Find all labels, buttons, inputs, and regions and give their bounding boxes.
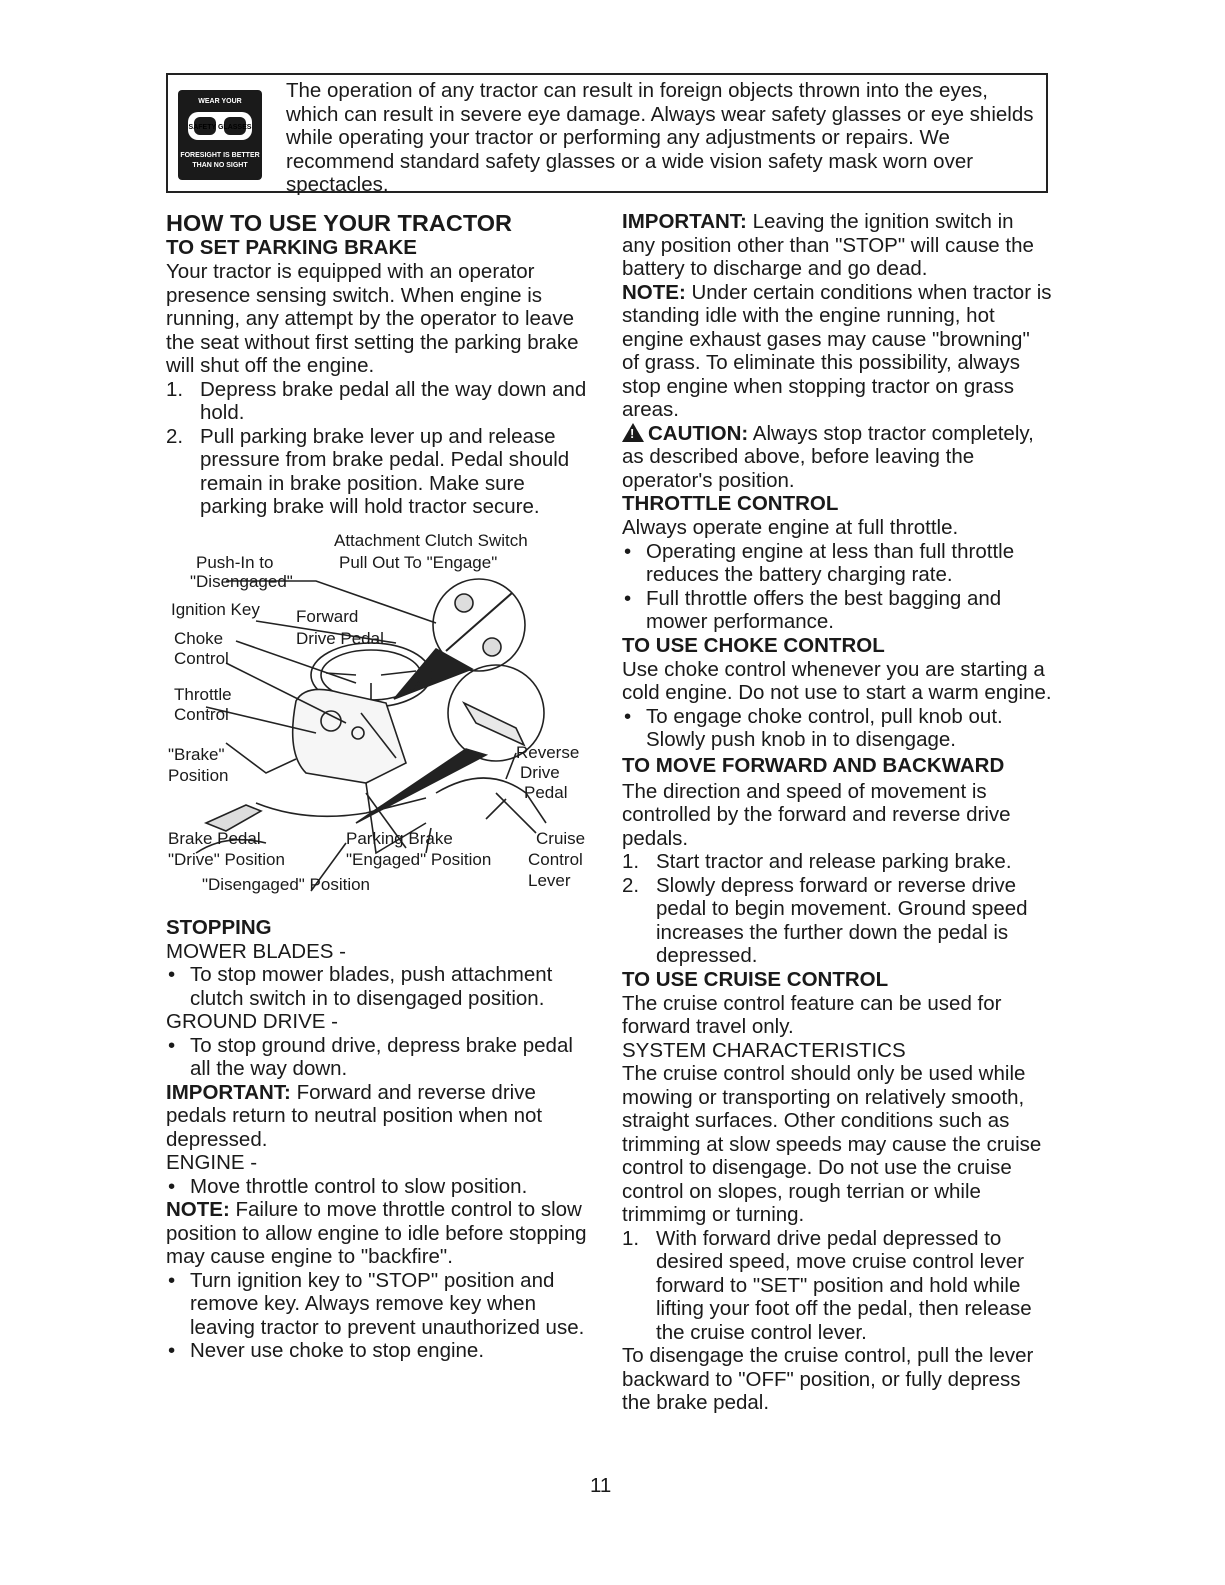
system-characteristics-heading: SYSTEM CHARACTERISTICS: [622, 1038, 906, 1062]
label-throttle: Throttle: [174, 684, 232, 704]
list-item: • To stop ground drive, depress brake pedal all the way down.: [168, 1033, 573, 1080]
right-column: [622, 210, 1052, 1415]
move-text: The direction and speed of movement is controlled by the forward and reverse drive pedals.: [622, 779, 1011, 850]
list-item: • Move throttle control to slow position.: [168, 1174, 528, 1198]
icon-line: WEAR YOUR: [198, 98, 242, 105]
page-title: HOW TO USE YOUR TRACTOR: [166, 210, 512, 236]
engine-subheading: ENGINE -: [166, 1151, 258, 1174]
label-cruise: Cruise: [536, 828, 586, 848]
browning-note: NOTE: Under certain conditions when tractor is standing idle with the engine running, hot engine exhaust gases may cause "browning" of grass. To eliminate this possibility, always stop engine when stopping tractor on grass areas.: [622, 280, 1052, 421]
parking-brake-text: Your tractor is equipped with an operator presence sensing switch. When engine is running, any attempt by the operator to leave the seat without first setting the parking brake will shut off the engine.: [166, 260, 579, 377]
caution-note: !CAUTION: Always stop tractor completely, as described above, before leaving the operator's position.: [622, 422, 1052, 493]
disengage-text: To disengage the cruise control, pull the lever backward to "OFF" position, or fully depress the brake pedal.: [622, 1344, 1034, 1414]
throttle-text: Always operate engine at full throttle.: [622, 516, 959, 539]
safety-warning-text: The operation of any tractor can result in foreign objects thrown into the eyes, which can result in severe eye damage. Always wear safety glasses or eye shields while operating your tractor or performing any adjustments or repairs. We recommend standard safety glasses or a wide vision safety mask worn over spectacles.: [286, 79, 1034, 196]
choke-text: Use choke control whenever you are starting a cold engine. Do not use to start a warm engine.: [622, 657, 1052, 704]
page-number: 11: [590, 1474, 612, 1497]
left-column: [166, 210, 596, 1363]
list-item: • Operating engine at less than full throttle reduces the battery charging rate.: [624, 539, 1015, 586]
list-item: • Full throttle offers the best bagging and mower performance.: [624, 586, 1002, 633]
parking-step: 1. Depress brake pedal all the way down and hold.: [166, 377, 587, 424]
mower-blades-subheading: MOWER BLADES -: [166, 939, 346, 963]
label-reverse-pedal: Pedal: [524, 782, 568, 802]
choke-heading: TO USE CHOKE CONTROL: [622, 633, 885, 657]
tractor-controls-figure: [166, 523, 596, 908]
stopping-heading: STOPPING: [166, 915, 272, 939]
label-parking-brake: Parking Brake: [346, 828, 453, 848]
list-item: • Turn ignition key to "STOP" position and remove key. Always remove key when leaving tractor to prevent unauthorized use.: [168, 1268, 585, 1339]
label-brake: "Brake": [168, 744, 225, 764]
icon-line: SAFETY GLASSES: [188, 124, 252, 131]
parking-brake-heading: TO SET PARKING BRAKE: [166, 236, 417, 259]
label-cruise-lever: Lever: [528, 870, 571, 890]
label-drive-position: "Drive" Position: [168, 849, 285, 869]
label-throttle-control: Control: [174, 704, 229, 724]
label-reverse: Reverse: [516, 742, 580, 762]
label-choke-control: Control: [174, 648, 229, 668]
parking-step: 2. Pull parking brake lever up and release pressure from brake pedal. Pedal should remain in brake position. Make sure parking brake will hold tractor secure.: [166, 424, 570, 518]
label-ignition-key: Ignition Key: [171, 599, 260, 619]
move-step: 1. Start tractor and release parking brake.: [622, 850, 1012, 873]
move-heading: TO MOVE FORWARD AND BACKWARD: [622, 753, 1005, 777]
icon-line: THAN NO SIGHT: [192, 162, 248, 169]
label-drive-pedal: Drive Pedal: [296, 628, 384, 648]
label-disengaged: "Disengaged": [190, 571, 293, 591]
icon-line: FORESIGHT IS BETTER: [180, 152, 260, 159]
list-item: • To stop mower blades, push attachment clutch switch in to disengaged position.: [168, 963, 553, 1010]
label-disengaged-position: "Disengaged" Position: [202, 874, 371, 894]
move-step: 2. Slowly depress forward or reverse drive pedal to begin movement. Ground speed increases the further down the pedal is depressed.: [622, 873, 1028, 967]
cruise-step: 1. With forward drive pedal depressed to desired speed, move cruise control lever forward to "SET" position and hold while lifting your foot off the pedal, then release the cruise control lever.: [622, 1226, 1032, 1344]
label-forward: Forward: [296, 606, 359, 626]
important-note: IMPORTANT: Forward and reverse drive pedals return to neutral position when not depressed.: [166, 1080, 543, 1151]
label-reverse-drive: Drive: [520, 762, 560, 782]
backfire-note: NOTE: Failure to move throttle control to slow position to allow engine to idle before stopping may cause engine to "backfire".: [166, 1198, 587, 1268]
label-pull-out-engage: Pull Out To "Engage": [339, 552, 498, 572]
safety-glasses-icon: [178, 90, 262, 180]
list-item: • Never use choke to stop engine.: [168, 1339, 485, 1362]
label-push-in: Push-In to: [196, 552, 274, 572]
safety-warning-box: [166, 73, 1048, 196]
label-brake-position: Position: [168, 765, 229, 785]
caution-icon: [622, 423, 644, 442]
cruise-text: The cruise control feature can be used for forward travel only.: [622, 991, 1002, 1038]
ground-drive-subheading: GROUND DRIVE -: [166, 1010, 338, 1033]
throttle-heading: THROTTLE CONTROL: [622, 492, 839, 515]
cruise-heading: TO USE CRUISE CONTROL: [622, 967, 889, 991]
label-engaged-position: "Engaged" Position: [346, 849, 492, 869]
label-attachment-clutch-switch: Attachment Clutch Switch: [334, 530, 528, 550]
system-text: The cruise control should only be used while mowing or transporting on relatively smooth, straight surfaces. Other conditions such as trimming at slow speeds may cause the cruise control to disengage. Do not use the cruise control on slopes, rough terrian or while trimmimg or turning.: [622, 1062, 1042, 1226]
ignition-important: IMPORTANT: Leaving the ignition switch in any position other than "STOP" will cause the battery to discharge and go dead.: [622, 210, 1034, 280]
label-choke: Choke: [174, 628, 224, 648]
list-item: • To engage choke control, pull knob out. Slowly push knob in to disengage.: [624, 704, 1003, 751]
label-cruise-control: Control: [528, 849, 583, 869]
label-brake-pedal: Brake Pedal: [168, 828, 261, 848]
